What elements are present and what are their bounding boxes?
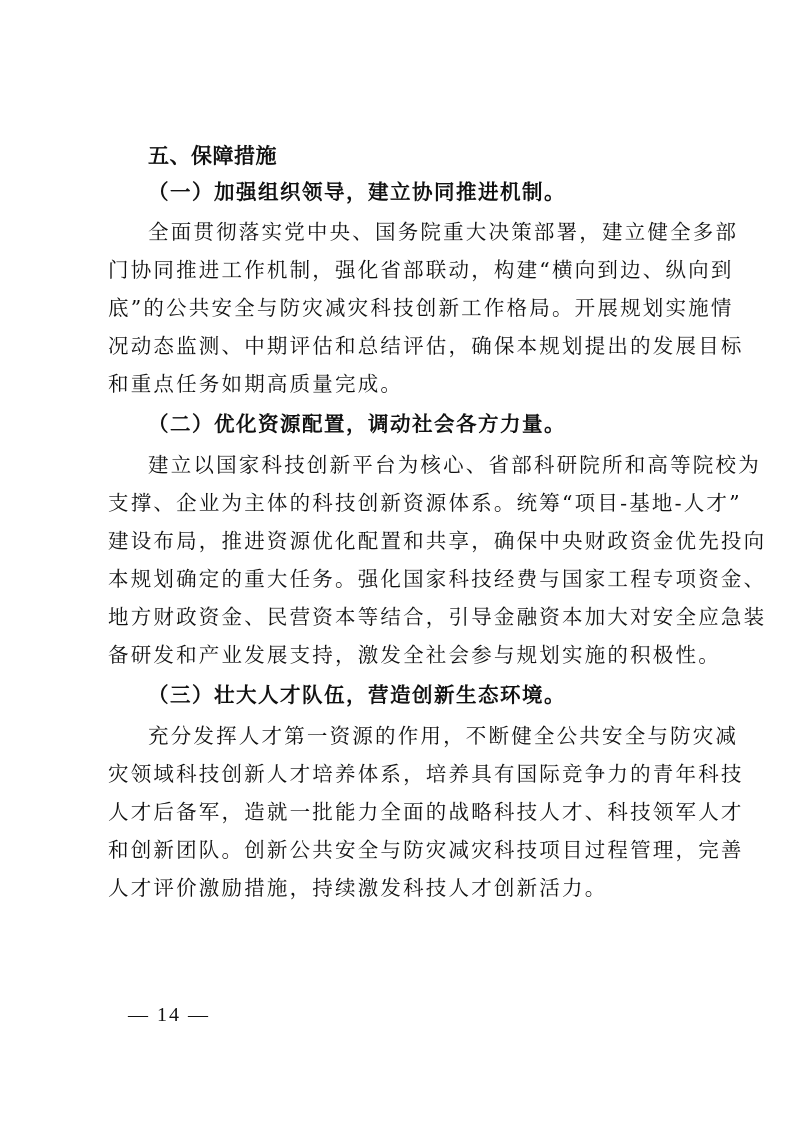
paragraph-line: 底”的公共安全与防灾减灾科技创新工作格局。开展规划实施情 [108,296,734,320]
paragraph-line: 本规划确定的重大任务。强化国家科技经费与国家工程专项资金、 [108,567,767,591]
paragraph-line: 和创新团队。创新公共安全与防灾减灾科技项目过程管理，完善 [108,838,744,862]
subsection-title-3: （三）壮大人才队伍，营造创新生态环境。 [148,683,566,707]
paragraph-line: 门协同推进工作机制，强化省部联动，构建“横向到边、纵向到 [108,258,734,282]
paragraph-line: 况动态监测、中期评估和总结评估，确保本规划提出的发展目标 [108,334,744,358]
paragraph-line: 支撑、企业为主体的科技创新资源体系。统筹“项目-基地-人才” [108,491,742,515]
page-number: — 14 — [128,1004,210,1026]
paragraph-line: 人才后备军，造就一批能力全面的战略科技人才、科技领军人才 [108,800,744,824]
paragraph-line: 备研发和产业发展支持，激发全社会参与规划实施的积极性。 [108,643,721,667]
paragraph-line: 充分发挥人才第一资源的作用，不断健全公共安全与防灾减 [148,724,739,748]
section-heading: 五、保障措施 [148,144,277,168]
paragraph-line: 灾领域科技创新人才培养体系，培养具有国际竞争力的青年科技 [108,762,744,786]
paragraph-line: 全面贯彻落实党中央、国务院重大决策部署，建立健全多部 [148,220,739,244]
paragraph-line: 建设布局，推进资源优化配置和共享，确保中央财政资金优先投向 [108,529,767,553]
subsection-title-1: （一）加强组织领导，建立协同推进机制。 [148,180,566,204]
subsection-title-2: （二）优化资源配置，调动社会各方力量。 [148,412,566,436]
paragraph-line: 建立以国家科技创新平台为核心、省部科研院所和高等院校为 [148,453,761,477]
paragraph-line: 人才评价激励措施，持续激发科技人才创新活力。 [108,876,608,900]
paragraph-line: 和重点任务如期高质量完成。 [108,372,404,396]
paragraph-line: 地方财政资金、民营资本等结合，引导金融资本加大对安全应急装 [108,605,767,629]
